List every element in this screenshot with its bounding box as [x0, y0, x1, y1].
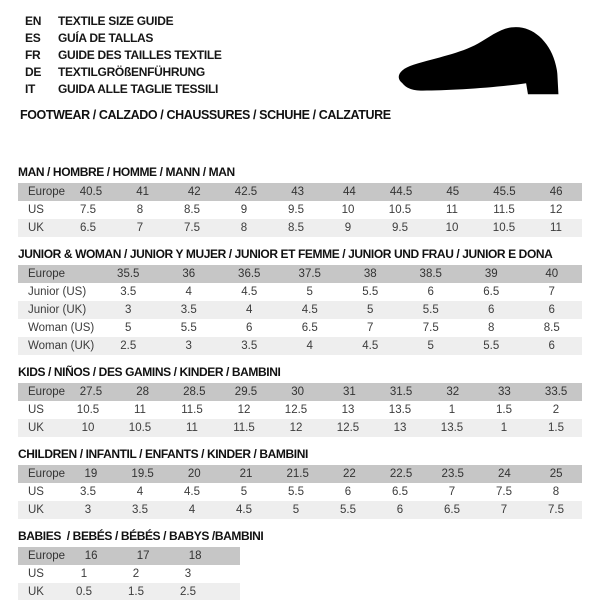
size-column-header: 16: [84, 550, 98, 562]
section-title: KIDS / NIÑOS / DES GAMINS / KINDER / BAMBINI: [18, 365, 281, 379]
size-cell: 5: [240, 486, 248, 498]
size-cell: 12: [289, 422, 303, 434]
size-section: [18, 166, 582, 237]
size-table: [18, 547, 240, 600]
table-row: [18, 301, 582, 319]
language-code: IT: [25, 82, 36, 96]
row-label-cell: US: [28, 404, 44, 416]
size-cell: 6: [344, 486, 352, 498]
table-header-row: [18, 265, 582, 283]
size-cell: 5: [367, 304, 374, 316]
size-cell: 3: [185, 340, 192, 352]
size-cell: 13: [341, 404, 355, 416]
language-row: [25, 30, 222, 47]
size-column-header: 20: [187, 468, 201, 480]
size-cell: 2: [132, 568, 140, 580]
row-label-cell: US: [28, 486, 44, 498]
table-row: [18, 565, 240, 583]
size-cell: 11: [186, 422, 198, 434]
size-cell: 13: [393, 422, 407, 434]
size-column-header: 44: [342, 186, 356, 198]
size-column-header: 44.5: [389, 186, 413, 198]
size-cell: 3.5: [132, 504, 148, 516]
size-column-header: 33.5: [544, 386, 568, 398]
size-cell: 10.5: [128, 422, 152, 434]
size-column-header: 27.5: [79, 386, 103, 398]
size-column-header: 17: [136, 550, 150, 562]
size-cell: 5.5: [422, 304, 439, 316]
size-column-header: 31.5: [389, 386, 413, 398]
size-cell: 4.5: [362, 340, 379, 352]
size-cell: 3.5: [241, 340, 258, 352]
size-column-header: 35.5: [117, 268, 140, 280]
row-label-cell: UK: [28, 422, 44, 434]
size-column-header: 22.5: [389, 468, 413, 480]
row-label-cell: Junior (US): [28, 286, 87, 298]
size-section: [18, 248, 582, 355]
size-cell: 4.5: [241, 286, 258, 298]
size-cell: 7: [548, 286, 555, 298]
size-cell: 4.5: [236, 504, 252, 516]
row-label-cell: US: [28, 568, 44, 580]
row-label-cell: Woman (UK): [28, 340, 95, 352]
size-cell: 11: [446, 204, 458, 216]
region-label-cell: Europe: [28, 550, 66, 562]
table-row: [18, 337, 582, 355]
size-cell: 4: [246, 304, 253, 316]
region-label-cell: Europe: [28, 268, 66, 280]
size-table: [18, 383, 582, 437]
region-label-cell: Europe: [28, 186, 66, 198]
language-code: DE: [25, 65, 42, 79]
table-row: [18, 419, 582, 437]
size-column-header: 28.5: [183, 386, 206, 398]
size-cell: 1.5: [128, 586, 144, 598]
language-label: GUÍA DE TALLAS: [58, 31, 154, 45]
size-cell: 3: [125, 304, 132, 316]
size-cell: 3: [184, 568, 192, 580]
size-section: [18, 530, 582, 600]
size-cell: 12: [549, 204, 563, 216]
language-label: TEXTILE SIZE GUIDE: [58, 14, 174, 28]
region-label-cell: Europe: [28, 468, 66, 480]
size-column-header: 46: [549, 186, 563, 198]
size-column-header: 19: [84, 468, 98, 480]
size-cell: 0.5: [76, 586, 92, 598]
size-cell: 5: [125, 322, 132, 334]
size-table: [18, 465, 582, 519]
size-cell: 9.5: [392, 222, 408, 234]
size-column-header: 42.5: [234, 186, 258, 198]
size-cell: 7.5: [184, 222, 200, 234]
size-cell: 8: [488, 322, 495, 334]
size-cell: 6.5: [80, 222, 96, 234]
size-cell: 5.5: [483, 340, 500, 352]
size-cell: 8.5: [543, 322, 560, 334]
size-column-header: 41: [136, 186, 150, 198]
language-code: ES: [25, 31, 41, 45]
size-cell: 3.5: [120, 286, 137, 298]
size-cell: 3.5: [180, 304, 197, 316]
size-cell: 8.5: [288, 222, 304, 234]
size-cell: 9.5: [288, 204, 304, 216]
language-row: [25, 81, 222, 98]
size-cell: 6: [396, 504, 404, 516]
size-cell: 1.5: [496, 404, 512, 416]
size-cell: 9: [344, 222, 352, 234]
size-cell: 8: [240, 222, 248, 234]
row-label-cell: UK: [28, 586, 44, 598]
size-cell: 10.5: [388, 204, 412, 216]
size-column-header: 36: [182, 268, 196, 280]
size-cell: 8: [136, 204, 144, 216]
size-column-header: 43: [291, 186, 305, 198]
region-label-cell: Europe: [28, 386, 66, 398]
size-cell: 11.5: [181, 404, 203, 416]
table-row: [18, 401, 582, 419]
size-column-header: 24: [498, 468, 511, 480]
size-cell: 1: [448, 404, 456, 416]
section-title: CHILDREN / INFANTIL / ENFANTS / KINDER / BAMBINI: [18, 447, 308, 461]
row-label-cell: US: [28, 204, 44, 216]
size-cell: 7: [448, 486, 456, 498]
category-title: FOOTWEAR / CALZADO / CHAUSSURES / SCHUHE / CALZATURE: [20, 108, 391, 122]
size-column-header: 40.5: [79, 186, 103, 198]
size-table: [18, 265, 582, 355]
filler-cell: [214, 565, 266, 583]
shoe-icon: [393, 26, 578, 98]
table-row: [18, 319, 582, 337]
size-column-header: 28: [136, 386, 150, 398]
size-cell: 6: [427, 286, 434, 298]
table-header-row: [18, 183, 582, 201]
row-label-cell: UK: [28, 504, 44, 516]
section-title: JUNIOR & WOMAN / JUNIOR Y MUJER / JUNIOR ET FEMME / JUNIOR UND FRAU / JUNIOR E DONA: [18, 247, 553, 261]
table-header-row: [18, 383, 582, 401]
size-cell: 7.5: [496, 486, 512, 498]
section-title: BABIES / BEBÉS / BÉBÉS / BABYS /BAMBINI: [18, 529, 264, 543]
size-cell: 6: [548, 304, 555, 316]
size-column-header: 40: [545, 268, 559, 280]
size-column-header: 36.5: [238, 268, 261, 280]
size-cell: 7: [136, 222, 144, 234]
table-row: [18, 483, 582, 501]
size-cell: 13.5: [440, 422, 464, 434]
size-cell: 7.5: [80, 204, 96, 216]
row-label-cell: UK: [28, 222, 44, 234]
table-row: [18, 501, 582, 519]
size-column-header: 23.5: [441, 468, 464, 480]
size-cell: 6: [548, 340, 555, 352]
size-cell: 2: [552, 404, 560, 416]
size-column-header: 45.5: [493, 186, 516, 198]
row-label-cell: Junior (UK): [28, 304, 87, 316]
size-column-header: 45: [446, 186, 460, 198]
size-cell: 10.5: [76, 404, 100, 416]
size-cell: 10: [445, 222, 459, 234]
size-cell: 7.5: [422, 322, 439, 334]
size-cell: 8.5: [184, 204, 200, 216]
size-cell: 4: [188, 504, 196, 516]
size-column-header: 21: [239, 468, 253, 480]
table-header-row: [18, 465, 582, 483]
size-cell: 5.5: [288, 486, 304, 498]
size-column-header: 21.5: [286, 468, 309, 480]
size-cell: 10: [81, 422, 95, 434]
size-cell: 2.5: [180, 586, 196, 598]
size-column-header: 42: [187, 186, 201, 198]
size-table: [18, 183, 582, 237]
size-cell: 12: [237, 404, 251, 416]
size-column-header: 38.5: [419, 268, 442, 280]
language-list: [25, 13, 222, 98]
size-cell: 6.5: [444, 504, 460, 516]
filler-cell: [214, 583, 266, 600]
size-column-header: 22: [342, 468, 356, 480]
language-label: TEXTILGRÖßENFÜHRUNG: [58, 65, 205, 79]
language-label: GUIDE DES TAILLES TEXTILE: [58, 48, 222, 62]
size-cell: 4.5: [301, 304, 318, 316]
size-cell: 3: [84, 504, 92, 516]
size-cell: 5: [306, 286, 313, 298]
size-column-header: 25: [549, 468, 563, 480]
size-cell: 5.5: [180, 322, 197, 334]
size-sections: [18, 166, 582, 600]
language-code: FR: [25, 48, 41, 62]
table-row: [18, 583, 240, 600]
size-cell: 1: [500, 422, 508, 434]
row-label-cell: Woman (US): [28, 322, 95, 334]
size-column-header: 32: [446, 386, 460, 398]
size-column-header: 39: [484, 268, 498, 280]
size-section: [18, 448, 582, 519]
size-cell: 12.5: [284, 404, 308, 416]
table-row: [18, 201, 582, 219]
table-header-row: [18, 547, 240, 565]
size-cell: 5: [427, 340, 434, 352]
language-code: EN: [25, 14, 42, 28]
size-cell: 12.5: [336, 422, 360, 434]
size-column-header: 29.5: [234, 386, 258, 398]
size-cell: 6.5: [392, 486, 408, 498]
size-cell: 2.5: [120, 340, 137, 352]
size-column-header: 37.5: [298, 268, 321, 280]
size-cell: 1.5: [548, 422, 564, 434]
size-cell: 5.5: [362, 286, 379, 298]
language-row: [25, 64, 222, 81]
table-row: [18, 219, 582, 237]
size-cell: 8: [552, 486, 560, 498]
size-cell: 7: [367, 322, 374, 334]
size-cell: 10: [341, 204, 355, 216]
size-section: [18, 366, 582, 437]
size-cell: 4: [306, 340, 313, 352]
size-column-header: 33: [498, 386, 511, 398]
size-cell: 5.5: [340, 504, 356, 516]
size-cell: 6: [246, 322, 253, 334]
size-cell: 4.5: [184, 486, 200, 498]
size-cell: 11: [134, 404, 146, 416]
size-cell: 11: [550, 222, 562, 234]
size-cell: 6.5: [301, 322, 318, 334]
size-cell: 1: [80, 568, 88, 580]
size-column-header: 31: [342, 386, 356, 398]
language-row: [25, 47, 222, 64]
size-cell: 6.5: [483, 286, 500, 298]
size-cell: 4: [136, 486, 144, 498]
size-cell: 6: [488, 304, 495, 316]
size-column-header: 18: [188, 550, 202, 562]
size-cell: 7.5: [548, 504, 564, 516]
size-column-header: 19.5: [131, 468, 154, 480]
size-cell: 9: [240, 204, 248, 216]
table-row: [18, 283, 582, 301]
size-cell: 4: [185, 286, 192, 298]
size-cell: 11.5: [493, 204, 515, 216]
size-cell: 5: [292, 504, 300, 516]
filler-cell: [221, 547, 273, 565]
section-title: MAN / HOMBRE / HOMME / MANN / MAN: [18, 165, 235, 179]
size-cell: 10.5: [492, 222, 516, 234]
language-label: GUIDA ALLE TAGLIE TESSILI: [58, 82, 219, 96]
size-cell: 3.5: [80, 486, 96, 498]
size-cell: 11.5: [233, 422, 255, 434]
size-cell: 13.5: [388, 404, 412, 416]
language-row: [25, 13, 222, 30]
size-cell: 7: [500, 504, 508, 516]
size-column-header: 30: [291, 386, 305, 398]
size-column-header: 38: [363, 268, 377, 280]
